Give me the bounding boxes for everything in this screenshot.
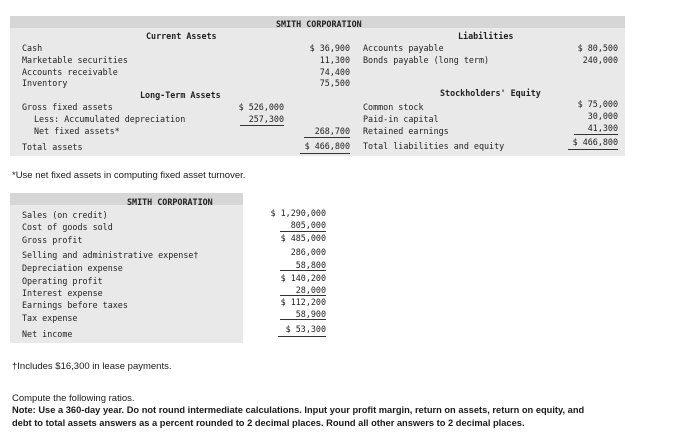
total-assets-double-underline-1	[300, 153, 350, 154]
income-row-label: Cost of goods sold	[22, 222, 113, 232]
income-row-amount: 58,800	[295, 260, 326, 270]
accumulated-depreciation-label: Less: Accumulated depreciation	[34, 114, 186, 124]
total-liabilities-equity-label: Total liabilities and equity	[363, 141, 505, 151]
total-le-underline	[568, 149, 618, 150]
interest-expense-underline	[280, 295, 326, 296]
tax-expense-underline	[280, 319, 326, 320]
cash-label: Cash	[22, 43, 43, 53]
paid-in-capital-label: Paid-in capital	[363, 114, 439, 124]
income-row-label: Earnings before taxes	[22, 300, 128, 310]
income-row-label: Interest expense	[22, 288, 103, 298]
accounts-payable-label: Accounts payable	[363, 43, 444, 53]
inventory-amount: 75,500	[319, 78, 350, 88]
income-row-amount: $ 140,200	[280, 273, 326, 283]
depreciation-underline	[240, 125, 284, 126]
gross-fixed-assets-amount: $ 526,000	[238, 102, 284, 112]
accounts-payable-amount: $ 80,500	[577, 43, 618, 53]
total-liabilities-equity-amount: $ 466,800	[572, 137, 618, 147]
income-row-amount: 286,000	[290, 247, 326, 257]
current-assets-header: Current Assets	[146, 31, 217, 41]
income-row-amount: 805,000	[290, 220, 326, 230]
total-assets-label: Total assets	[22, 142, 83, 152]
bonds-payable-label: Bonds payable (long term)	[363, 55, 490, 65]
income-row-label: Net income	[22, 329, 73, 339]
income-statement-title: SMITH CORPORATION	[127, 197, 213, 207]
marketable-securities-amount: 11,300	[319, 55, 350, 65]
accumulated-depreciation-amount: 257,300	[248, 114, 284, 124]
gross-fixed-assets-label: Gross fixed assets	[22, 102, 113, 112]
stockholders-equity-header: Stockholders' Equity	[440, 88, 541, 98]
total-assets-amount: $ 466,800	[304, 141, 350, 151]
paid-in-capital-amount: 30,000	[587, 111, 618, 121]
income-row-amount: $ 112,200	[280, 297, 326, 307]
net-fixed-underline	[304, 137, 350, 138]
accounts-receivable-amount: 74,400	[319, 67, 350, 77]
common-stock-amount: $ 75,000	[577, 99, 618, 109]
income-row-label: Sales (on credit)	[22, 210, 108, 220]
retained-earnings-label: Retained earnings	[363, 126, 449, 136]
retained-earnings-amount: 41,300	[587, 123, 618, 133]
net-fixed-assets-footnote: *Use net fixed assets in computing fixed asset turnover.	[12, 170, 246, 181]
income-row-amount: $ 1,290,000	[270, 208, 326, 218]
accounts-receivable-label: Accounts receivable	[22, 67, 118, 77]
cash-amount: $ 36,900	[309, 43, 350, 53]
income-row-amount: $ 53,300	[285, 324, 326, 334]
marketable-securities-label: Marketable securities	[22, 55, 128, 65]
income-row-amount: $ 485,000	[280, 233, 326, 243]
net-income-underline	[278, 336, 326, 337]
balance-sheet-title: SMITH CORPORATION	[276, 19, 362, 29]
cogs-underline	[280, 231, 326, 232]
instructions-note-line2: debt to total assets answers as a percent rounded to 2 decimal places. Round all other answers to 2 decimal places.	[12, 418, 525, 428]
income-row-label: Depreciation expense	[22, 263, 123, 273]
income-row-amount: 58,900	[295, 309, 326, 319]
instructions-note-line1: Note: Use a 360-day year. Do not round intermediate calculations. Input your profit margin, return on assets, return on equity, and	[12, 405, 585, 415]
income-row-label: Selling and administrative expense†	[22, 250, 199, 260]
income-row-amount: 28,000	[295, 285, 326, 295]
bonds-payable-amount: 240,000	[582, 55, 618, 65]
instructions-line: Compute the following ratios.	[12, 393, 135, 404]
liabilities-header: Liabilities	[458, 31, 514, 41]
common-stock-label: Common stock	[363, 102, 424, 112]
income-row-label: Tax expense	[22, 313, 78, 323]
retained-earnings-underline	[574, 134, 618, 135]
inventory-label: Inventory	[22, 78, 68, 88]
net-fixed-assets-label: Net fixed assets*	[34, 126, 120, 136]
income-row-label: Operating profit	[22, 276, 103, 286]
income-row-label: Gross profit	[22, 235, 83, 245]
long-term-assets-header: Long-Term Assets	[140, 90, 221, 100]
depreciation-expense-underline	[280, 270, 326, 271]
net-fixed-assets-amount: 268,700	[314, 126, 350, 136]
lease-payments-footnote: †Includes $16,300 in lease payments.	[12, 361, 172, 372]
